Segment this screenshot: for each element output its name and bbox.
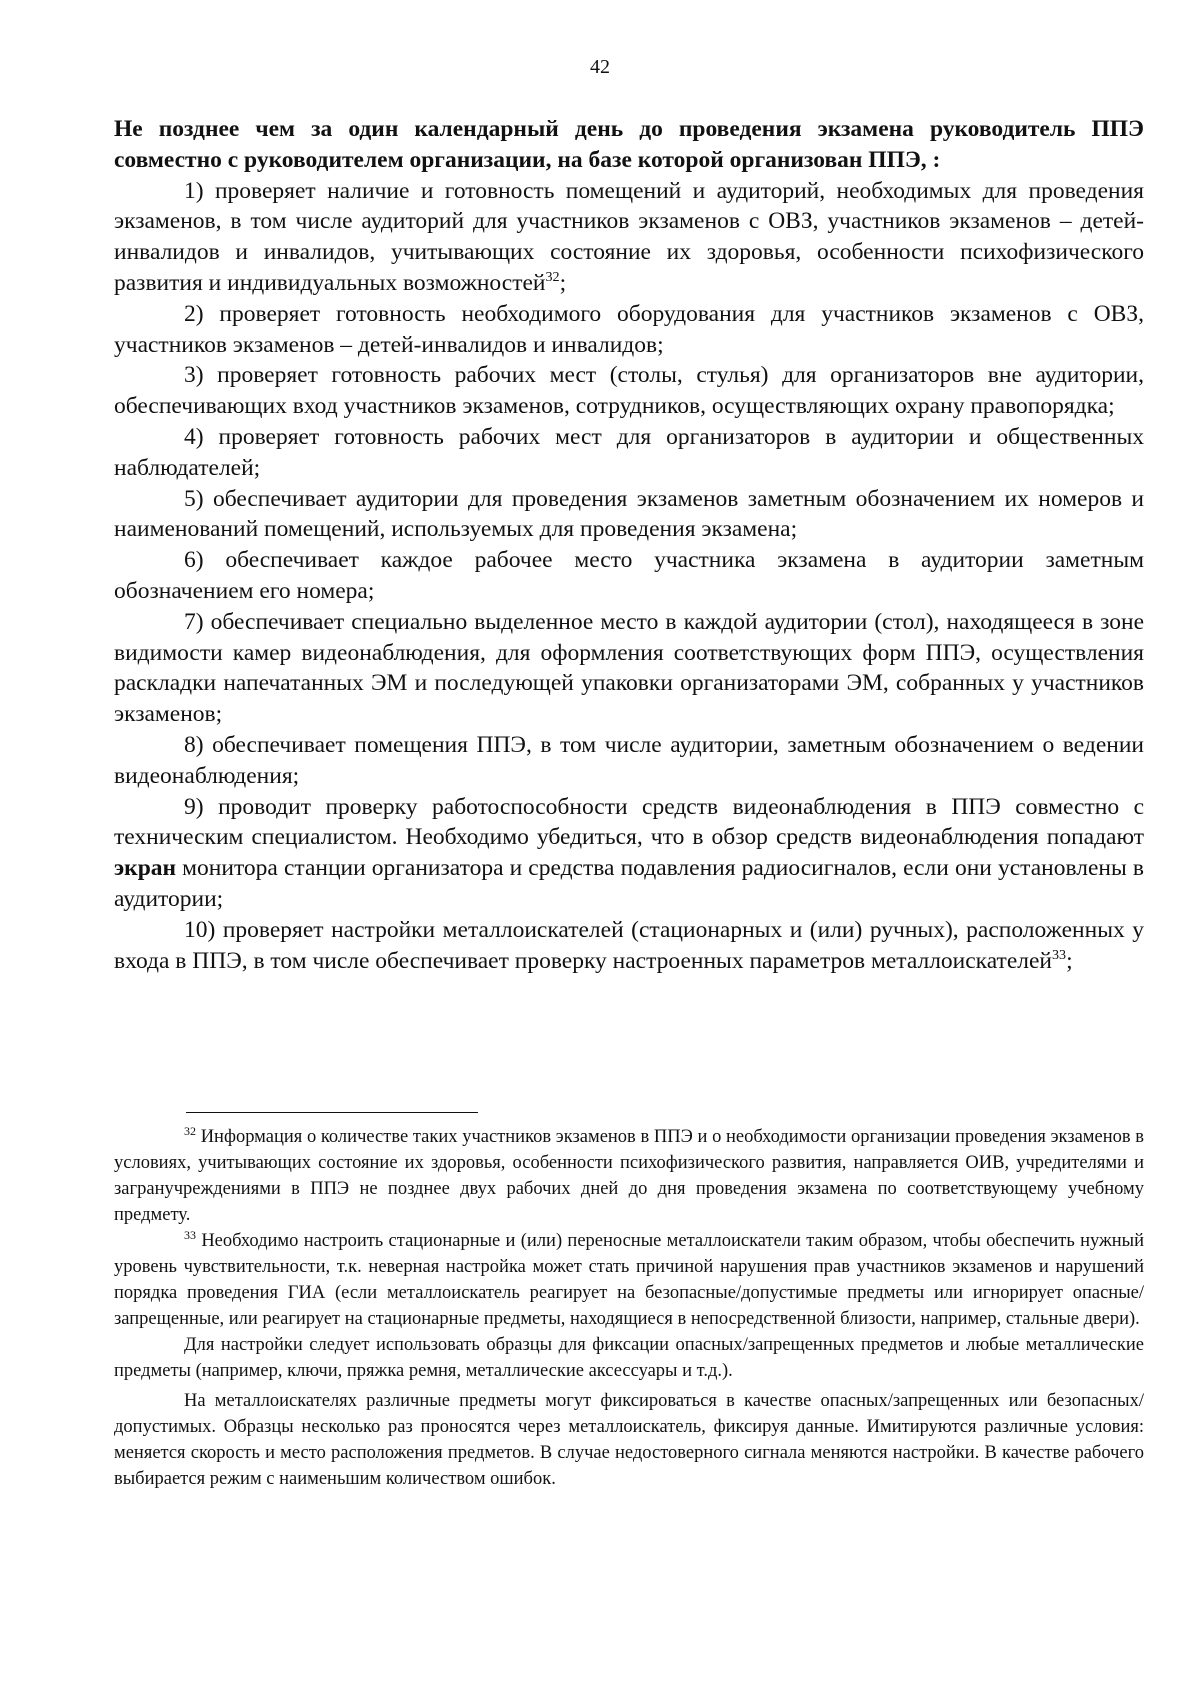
list-item-8: 8) обеспечивает помещения ППЭ, в том числе аудитории, заметным обозначением о ведении видеонаблюдения; — [114, 731, 1144, 789]
lead-paragraph: Не позднее чем за один календарный день до проведения экзамена руководитель ППЭ совместно с руководителем организации, на базе которой организован ППЭ, : — [114, 116, 1144, 173]
list-item-4: 4) проверяет готовность рабочих мест для организаторов в аудитории и общественных наблюдателей; — [114, 423, 1144, 481]
footnote-number: 33 — [184, 1227, 197, 1242]
list-item-9: 9) проводит проверку работоспособности средств видеонаблюдения в ППЭ совместно с техническим специалистом. Необходимо убедиться, что в обзор средств видеонаблюдения попадают экран монитора станции организатора и средства подавления радиосигналов, если они установлены в аудитории; — [114, 793, 1144, 912]
footnote-ref-32: 32 — [545, 269, 560, 286]
list-item-5: 5) обеспечивает аудитории для проведения экзаменов заметным обозначением их номеров и наименований помещений, используемых для проведения экзамена; — [114, 485, 1144, 543]
footnote-number: 32 — [184, 1123, 197, 1138]
footnotes — [114, 1124, 1144, 1492]
list-item-1: 1) проверяет наличие и готовность помещений и аудиторий, необходимых для проведения экзаменов, в том числе аудиторий для участников экзаменов с ОВЗ, участников экзаменов – детей-инвалидов и инвалидов, учитывающих состояние их здоровья, особенности психофизического развития и индивидуальных возможностей$^{32}$; — [114, 177, 1144, 296]
list-item-7: 7) обеспечивает специально выделенное место в каждой аудитории (стол), находящееся в зоне видимости камер видеонаблюдения, для оформления соответствующих форм ППЭ, осуществления раскладки напечатанных ЭМ и последующей упаковки организаторами ЭМ, собранных у участников экзаменов; — [114, 608, 1144, 728]
footnote-33: $^{33}$ Необходимо настроить стационарные и (или) переносные металлоискатели таким образом, чтобы обеспечить нужный уровень чувствительности, т.к. неверная настройка может стать причиной нарушения прав участников экзаменов и нарушений порядка проведения ГИА (если металлоискатель реагирует на безопасные/допустимые предметы или игнорирует опасные/запрещенные, или реагирует на стационарные предметы, находящиеся в непосредственной близости, например, стальные двери). — [114, 1227, 1144, 1329]
document-body — [114, 114, 1144, 976]
bold-word: экран — [114, 855, 177, 882]
footnote-ref-33: 33 — [1052, 946, 1067, 963]
list-item-6: 6) обеспечивает каждое рабочее место участника экзамена в аудитории заметным обозначением его номера; — [114, 547, 1144, 604]
list-item-2: 2) проверяет готовность необходимого оборудования для участников экзаменов с ОВЗ, участников экзаменов – детей-инвалидов и инвалидов; — [114, 300, 1144, 358]
list-item-10: 10) проверяет настройки металлоискателей (стационарных и (или) ручных), расположенных у входа в ППЭ, в том числе обеспечивает проверку настроенных параметров металлоискателей$^{33}$; — [114, 916, 1144, 974]
footnote-paragraph: Для настройки следует использовать образцы для фиксации опасных/запрещенных предметов и любые металлические предметы (например, ключи, пряжка ремня, металлические аксессуары и т.д.). — [114, 1335, 1144, 1381]
footnote-paragraph: На металлоискателях различные предметы могут фиксироваться в качестве опасных/запрещенных или безопасных/допустимых. Образцы несколько раз проносятся через металлоискатель, фиксируя данные. Имитируются различные условия: меняется скорость и место расположения предметов. В случае недостоверного сигнала меняются настройки. В качестве рабочего выбирается режим с наименьшим количеством ошибок. — [114, 1391, 1144, 1489]
page-number: 42 — [590, 56, 610, 78]
footnote-separator — [186, 1112, 478, 1113]
list-item-3: 3) проверяет готовность рабочих мест (столы, стулья) для организаторов вне аудитории, обеспечивающих вход участников экзаменов, сотрудников, осуществляющих охрану правопорядка; — [114, 362, 1144, 420]
footnote-32: $^{32}$ Информация о количестве таких участников экзаменов в ППЭ и о необходимости организации проведения экзаменов в условиях, учитывающих состояние их здоровья, особенности психофизического развития, направляется ОИВ, учредителями и загранучреждениями в ППЭ не позднее двух рабочих дней до дня проведения экзамена по соответствующему учебному предмету. — [114, 1123, 1144, 1225]
